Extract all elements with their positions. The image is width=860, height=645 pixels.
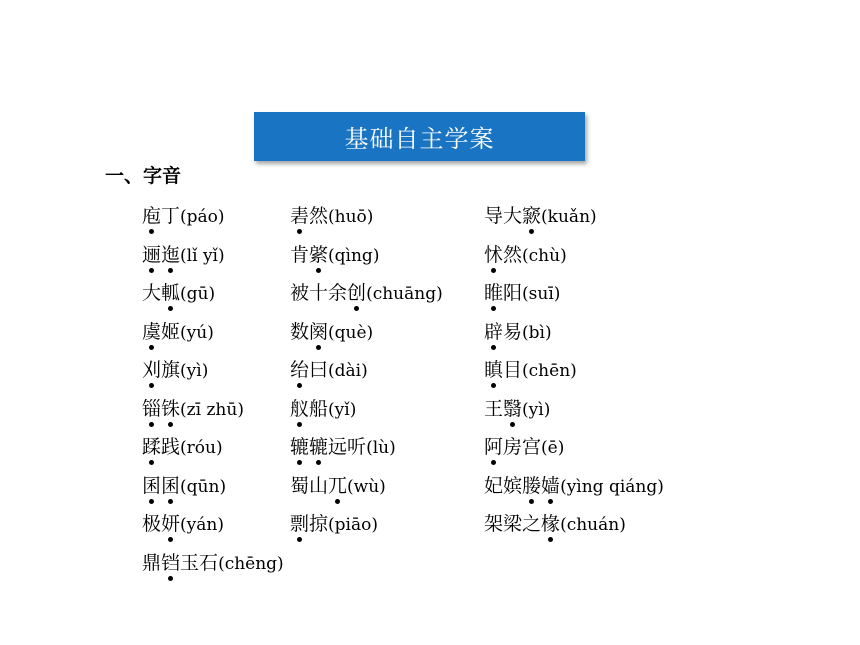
word-term <box>484 436 541 458</box>
character: 玉 <box>180 551 200 574</box>
section-heading: 一、字音 <box>105 165 182 187</box>
character: 易 <box>503 320 523 343</box>
character: 旗 <box>161 359 181 381</box>
word-term <box>142 244 180 266</box>
word-pinyin: (lù) <box>366 438 396 458</box>
word-pinyin: (yǐ) <box>328 399 357 420</box>
word-pinyin: (yú) <box>180 322 214 343</box>
character: 王 <box>484 397 504 420</box>
marked-character: 创 <box>347 278 366 308</box>
character: 大 <box>142 282 162 304</box>
marked-character: 睢 <box>484 278 503 308</box>
character: 山 <box>309 474 329 497</box>
character: 房 <box>503 436 523 458</box>
character: 数 <box>290 320 310 343</box>
word-entry <box>290 240 379 271</box>
marked-character: 辟 <box>484 317 503 347</box>
marked-character: 绐 <box>290 355 309 385</box>
marked-character: 辘 <box>309 432 328 462</box>
marked-character: 窾 <box>522 201 541 231</box>
marked-character: 囷 <box>142 471 161 501</box>
word-pinyin: (kuǎn) <box>541 207 597 227</box>
word-term <box>484 282 522 304</box>
character: 远 <box>328 436 348 458</box>
word-pinyin: (què) <box>328 322 374 343</box>
word-entry <box>142 548 284 579</box>
marked-character: 兀 <box>328 471 347 501</box>
character: 妃 <box>484 474 504 497</box>
word-term <box>142 436 180 458</box>
character: 梁 <box>503 513 523 535</box>
marked-character: 綮 <box>309 240 328 270</box>
marked-character: 逦 <box>142 240 161 270</box>
marked-character: 砉 <box>290 201 309 231</box>
word-term <box>290 436 366 458</box>
word-entry <box>484 278 560 309</box>
word-entry <box>290 355 368 386</box>
word-entry <box>290 432 396 463</box>
word-term <box>290 321 328 343</box>
marked-character: 囷 <box>161 471 180 501</box>
word-entry <box>142 240 225 271</box>
marked-character: 虞 <box>142 317 161 347</box>
word-term <box>142 398 180 420</box>
character: 掠 <box>309 513 329 535</box>
character: 被 <box>290 282 310 304</box>
word-term <box>484 205 541 227</box>
marked-character: 辘 <box>290 432 309 462</box>
character: 阳 <box>503 282 523 304</box>
marked-character: 嫱 <box>541 471 560 501</box>
word-entry <box>290 394 356 425</box>
banner-title: 基础自主学案 <box>344 125 495 153</box>
word-entry <box>142 317 214 348</box>
character: 导 <box>484 205 504 227</box>
word-term <box>290 244 328 266</box>
word-term <box>484 321 522 343</box>
word-pinyin: (chēn) <box>522 361 577 381</box>
marked-character: 軱 <box>161 278 180 308</box>
word-pinyin: (bì) <box>522 322 552 343</box>
character: 听 <box>347 436 367 458</box>
word-entry <box>142 394 244 425</box>
word-pinyin: (chuāng) <box>366 284 443 304</box>
word-term <box>142 475 180 497</box>
word-entry <box>484 432 564 463</box>
marked-character: 庖 <box>142 201 161 231</box>
word-pinyin: (piāo) <box>328 515 378 535</box>
word-entry <box>290 317 373 348</box>
word-term <box>484 475 560 497</box>
marked-character: 迤 <box>161 240 180 270</box>
word-term <box>290 513 328 535</box>
word-term <box>484 359 522 381</box>
word-term <box>290 205 328 227</box>
marked-character: 妍 <box>161 509 180 539</box>
marked-character: 椽 <box>541 509 560 539</box>
word-pinyin: (qìng) <box>328 245 380 266</box>
character: 十 <box>309 282 329 304</box>
word-pinyin: (qūn) <box>180 476 227 497</box>
character: 肯 <box>290 243 310 266</box>
marked-character: 锱 <box>142 394 161 424</box>
character: 宫 <box>522 436 542 458</box>
character: 嫔 <box>503 474 523 497</box>
marked-character: 舣 <box>290 394 309 424</box>
word-pinyin: (huō) <box>328 207 374 227</box>
word-pinyin: (yìng qiáng) <box>560 476 664 497</box>
word-entry <box>142 201 225 232</box>
word-pinyin: (lǐ yǐ) <box>180 245 225 266</box>
word-entry <box>484 201 597 232</box>
character: 践 <box>161 436 181 458</box>
character: 姬 <box>161 320 181 343</box>
word-term <box>142 205 180 227</box>
marked-character: 剽 <box>290 509 309 539</box>
character: 之 <box>522 513 542 535</box>
word-entry <box>142 471 226 502</box>
word-pinyin: (chù) <box>522 245 567 266</box>
word-pinyin: (wù) <box>347 476 386 497</box>
word-pinyin: (chēng) <box>218 553 284 574</box>
word-term <box>290 359 328 381</box>
word-entry <box>142 278 215 309</box>
word-pinyin: (suī) <box>522 284 561 304</box>
marked-character: 铛 <box>161 548 180 578</box>
marked-character: 铢 <box>161 394 180 424</box>
word-term <box>142 552 218 574</box>
word-term <box>142 359 180 381</box>
marked-character: 翳 <box>503 394 522 424</box>
word-entry <box>290 509 378 540</box>
character: 曰 <box>309 359 329 381</box>
character: 大 <box>503 205 523 227</box>
marked-character: 蹂 <box>142 432 161 462</box>
word-pinyin: (páo) <box>180 207 225 227</box>
word-term <box>142 513 180 535</box>
word-entry <box>484 471 664 502</box>
word-term <box>484 513 560 535</box>
word-pinyin: (róu) <box>180 438 223 458</box>
word-pinyin: (dài) <box>328 361 368 381</box>
word-pinyin: (chuán) <box>560 515 626 535</box>
word-term <box>484 398 522 420</box>
word-term <box>290 282 366 304</box>
character: 余 <box>328 282 348 304</box>
word-entry <box>142 432 223 463</box>
character: 船 <box>309 397 329 420</box>
character: 丁 <box>161 205 181 227</box>
word-entry <box>142 509 224 540</box>
word-entry <box>484 317 552 348</box>
word-pinyin: (yì) <box>522 399 551 420</box>
word-term <box>484 244 522 266</box>
section-title-banner <box>254 112 585 161</box>
marked-character: 刈 <box>142 355 161 385</box>
marked-character: 媵 <box>522 471 541 501</box>
character: 然 <box>503 243 523 266</box>
word-term <box>290 398 328 420</box>
word-term <box>290 475 347 497</box>
word-entry <box>484 394 550 425</box>
character: 石 <box>199 551 219 574</box>
marked-character: 怵 <box>484 240 503 270</box>
word-pinyin: (gū) <box>180 284 216 304</box>
character: 架 <box>484 513 504 535</box>
marked-character: 瞋 <box>484 355 503 385</box>
word-term <box>142 282 180 304</box>
character: 鼎 <box>142 551 162 574</box>
word-entry <box>484 355 577 386</box>
marked-character: 阿 <box>484 432 503 462</box>
word-entry <box>142 355 208 386</box>
character: 蜀 <box>290 474 310 497</box>
word-pinyin: (yì) <box>180 361 209 381</box>
word-entry <box>290 201 373 232</box>
character: 然 <box>309 205 329 227</box>
word-entry <box>290 278 443 309</box>
word-pinyin: (zī zhū) <box>180 399 244 420</box>
word-entry <box>484 240 567 271</box>
word-pinyin: (yán) <box>180 515 224 535</box>
word-entry <box>290 471 386 502</box>
word-pinyin: (ē) <box>541 438 565 458</box>
word-entry <box>484 509 626 540</box>
word-term <box>142 321 180 343</box>
character: 极 <box>142 513 162 535</box>
character: 目 <box>503 359 523 381</box>
marked-character: 阕 <box>309 317 328 347</box>
